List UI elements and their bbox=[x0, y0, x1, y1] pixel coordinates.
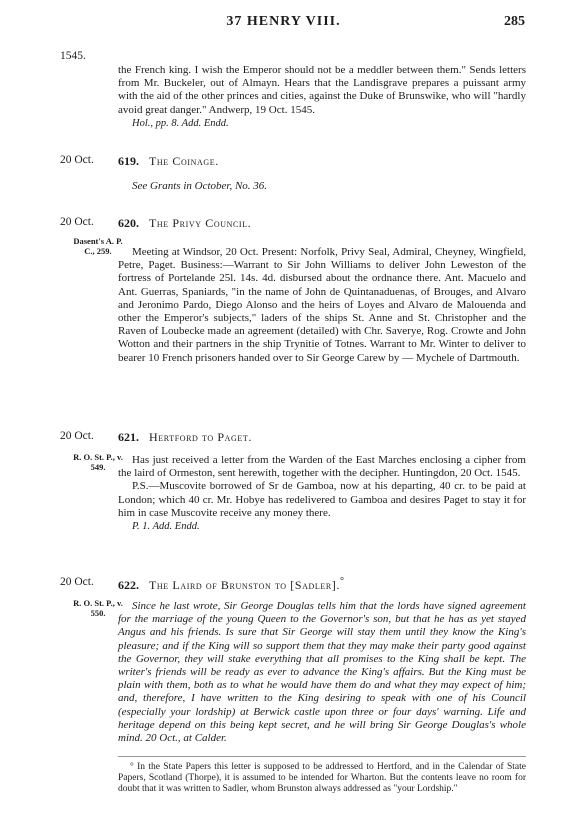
page-number: 285 bbox=[504, 14, 525, 29]
entry-number: 619. bbox=[118, 154, 139, 168]
year-marker: 1545. bbox=[60, 50, 86, 62]
entry-title: The Privy Council. bbox=[149, 216, 252, 230]
entry-body bbox=[118, 454, 526, 533]
entry-body bbox=[118, 600, 526, 745]
source-reference: R. O. St. P., v. 549. bbox=[73, 452, 123, 472]
entry-postscript: P.S.—Muscovite borrowed of Sr de Gamboa, now at his departing, 40 cr. to be paid at London; which 40 cr. Mr. Hobye has redelivered to Gamboa and desires Paget to stay it for him in case Muscovite receive any money there. bbox=[118, 480, 526, 519]
entry-body bbox=[118, 180, 526, 193]
entry-number: 621. bbox=[118, 430, 139, 444]
entry-heading bbox=[118, 154, 526, 169]
running-header bbox=[0, 14, 567, 34]
entry-date: 20 Oct. bbox=[60, 216, 94, 228]
entry-number: 620. bbox=[118, 216, 139, 230]
entry-text: See Grants in October, No. 36. bbox=[132, 180, 268, 192]
entry-title: The Coinage. bbox=[149, 154, 219, 168]
source-reference: R. O. St. P., v. 550. bbox=[73, 598, 123, 618]
entry-meta: P. 1. Add. Endd. bbox=[132, 521, 200, 533]
entry-heading bbox=[118, 576, 526, 593]
entry-title: The Laird of Brunston to [Sadler]. bbox=[149, 578, 340, 592]
footnote bbox=[118, 762, 526, 795]
continuation-meta: Hol., pp. 8. Add. Endd. bbox=[132, 117, 229, 129]
footnote-marker: ° bbox=[340, 576, 344, 587]
entry-body bbox=[118, 246, 526, 365]
footnote-text: ° In the State Papers this letter is supposed to be addressed to Hertford, and in the Calendar of State Papers, Scotland (Thorpe), it is assumed to be intended for Wharton. But the contents leave no room for doubt that it was written to Sadler, whom Brunston always addressed as "your Lordship." bbox=[118, 762, 526, 794]
entry-text: Has just received a letter from the Warden of the East Marches enclosing a cipher from the laird of Ormeston, sent herewith, together with the decipher. Huntingdon, 20 Oct. 1545. bbox=[118, 454, 526, 480]
running-title: 37 HENRY VIII. bbox=[226, 14, 341, 29]
entry-date: 20 Oct. bbox=[60, 154, 94, 166]
entry-heading bbox=[118, 430, 526, 445]
entry-date: 20 Oct. bbox=[60, 576, 94, 588]
entry-text: Since he last wrote, Sir George Douglas tells him that the lords have signed agreement for the marriage of the young Queen to the Governor's son, but that he has as yet stayed Angus and his friends. Is sure that Sir George will stay them until they know the King's pleasure; and if the King will so support them that they may make their party good against the Governor, they will stake everything that all promises to the King shall be kept. The writer's friends will be ready as ever to advance the King's affairs. But the King must be plain with them, both as to what he would have them do and what they may expect of him; and, therefore, I have written to the King desiring to speak with one of his Council (especially your lordship) at Berwick castle upon three or four days' warning. Life and heritage depend on this being kept secret, and he will bring Sir George Douglas's whole mind. 20 Oct., at Calder. bbox=[118, 600, 526, 745]
entry-text: Meeting at Windsor, 20 Oct. Present: Norfolk, Privy Seal, Admiral, Cheyney, Wingfield, Petre, Paget. Business:—Warrant to Sir John Williams to deliver John Leweston of the fortress of Portelande 25l. 14s. 4d. disbursed about the ordnance there. Ant. Macuelo and Ant. Guerras, Spaniards, "in the name of John de Quintanaduenas, of Brouges, and Alvaro and Jeronimo Pardo, Diego Alonso and the heirs of Loyes and Alvaro de Malouenda and other the Emperor's subjects," laders of the ships St. Anne and St. Christopher and the Raven of Loubecke made an agreement (detailed) with Chr. Saverye, Rog. Crowte and John Wotton and their partners in the ship Trynitie of Totnes. Warrant to Mr. Winter to deliver to bearer 10 French prisoners handed over to Sir George Carew by — Mychele of Dartmouth. bbox=[118, 246, 526, 364]
entry-date: 20 Oct. bbox=[60, 430, 94, 442]
continuation-block bbox=[118, 64, 526, 130]
entry-title: Hertford to Paget. bbox=[149, 430, 252, 444]
entry-heading bbox=[118, 216, 526, 231]
entry-number: 622. bbox=[118, 578, 139, 592]
footnote-divider bbox=[118, 756, 526, 757]
source-reference: Dasent's A. P. C., 259. bbox=[73, 236, 123, 256]
continuation-text: the French king. I wish the Emperor should not be a meddler between them." Sends letters from Mr. Buckeler, out of Almayn. Hears that the Landisgrave prepares a puissant army with the aid of the other princes and cities, against the Duke of Brunswike, who will "hardly avoid great danger." Andwerp, 19 Oct. 1545. bbox=[118, 64, 526, 116]
